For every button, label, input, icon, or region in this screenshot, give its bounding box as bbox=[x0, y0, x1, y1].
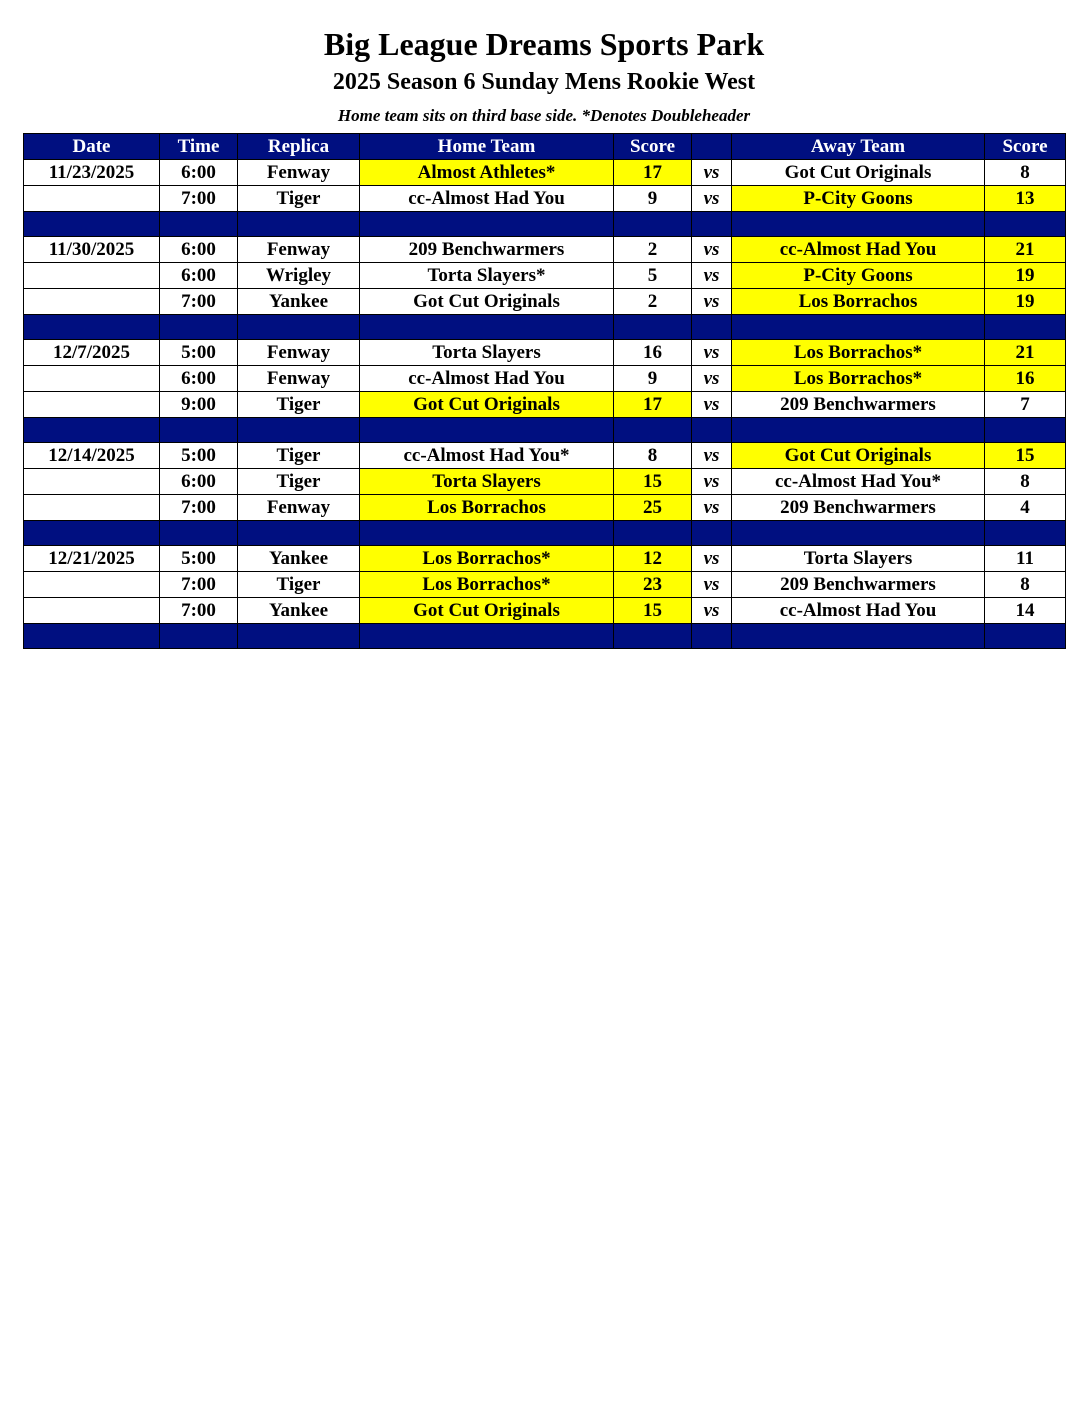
replica-cell: Wrigley bbox=[238, 263, 360, 289]
replica-cell: Fenway bbox=[238, 366, 360, 392]
game-row bbox=[24, 572, 1066, 598]
vs-cell: vs bbox=[692, 237, 732, 263]
date-cell bbox=[24, 392, 160, 418]
separator-cell bbox=[160, 521, 238, 546]
separator-cell bbox=[614, 521, 692, 546]
away-score-cell: 4 bbox=[985, 495, 1066, 521]
col-header-vs bbox=[692, 134, 732, 160]
home-team-cell: cc-Almost Had You bbox=[360, 366, 614, 392]
time-cell: 5:00 bbox=[160, 546, 238, 572]
away-team-cell: cc-Almost Had You bbox=[732, 598, 985, 624]
schedule-note: Home team sits on third base side. *Denotes Doubleheader bbox=[337, 106, 751, 125]
separator-cell bbox=[160, 418, 238, 443]
game-row bbox=[24, 263, 1066, 289]
away-team-cell: cc-Almost Had You* bbox=[732, 469, 985, 495]
away-score-cell: 8 bbox=[985, 469, 1066, 495]
game-row bbox=[24, 289, 1066, 315]
separator-cell bbox=[238, 315, 360, 340]
time-cell: 7:00 bbox=[160, 186, 238, 212]
home-team-cell: Torta Slayers bbox=[360, 469, 614, 495]
separator-cell bbox=[985, 624, 1066, 649]
away-score-cell: 21 bbox=[985, 237, 1066, 263]
separator-cell bbox=[692, 212, 732, 237]
game-row bbox=[24, 366, 1066, 392]
date-cell: 12/14/2025 bbox=[24, 443, 160, 469]
separator-cell bbox=[160, 315, 238, 340]
home-score-cell: 15 bbox=[614, 598, 692, 624]
away-score-cell: 21 bbox=[985, 340, 1066, 366]
away-score-cell: 8 bbox=[985, 160, 1066, 186]
separator-cell bbox=[692, 521, 732, 546]
header-row bbox=[24, 134, 1066, 160]
separator-cell bbox=[692, 418, 732, 443]
date-cell: 11/30/2025 bbox=[24, 237, 160, 263]
vs-cell: vs bbox=[692, 546, 732, 572]
separator-cell bbox=[360, 624, 614, 649]
home-team-cell: cc-Almost Had You* bbox=[360, 443, 614, 469]
time-cell: 5:00 bbox=[160, 340, 238, 366]
separator-cell bbox=[160, 212, 238, 237]
separator-cell bbox=[360, 521, 614, 546]
replica-cell: Tiger bbox=[238, 186, 360, 212]
time-cell: 7:00 bbox=[160, 495, 238, 521]
separator-cell bbox=[732, 315, 985, 340]
game-row bbox=[24, 546, 1066, 572]
home-score-cell: 8 bbox=[614, 443, 692, 469]
replica-cell: Yankee bbox=[238, 598, 360, 624]
replica-cell: Yankee bbox=[238, 289, 360, 315]
separator-cell bbox=[732, 624, 985, 649]
separator-cell bbox=[692, 624, 732, 649]
home-team-cell: Torta Slayers* bbox=[360, 263, 614, 289]
away-score-cell: 8 bbox=[985, 572, 1066, 598]
separator-row bbox=[24, 418, 1066, 443]
separator-cell bbox=[24, 212, 160, 237]
home-team-cell: Got Cut Originals bbox=[360, 392, 614, 418]
home-score-cell: 2 bbox=[614, 289, 692, 315]
replica-cell: Tiger bbox=[238, 443, 360, 469]
date-cell bbox=[24, 469, 160, 495]
separator-cell bbox=[360, 315, 614, 340]
separator-cell bbox=[692, 315, 732, 340]
away-team-cell: Torta Slayers bbox=[732, 546, 985, 572]
separator-cell bbox=[160, 624, 238, 649]
col-header-time: Time bbox=[160, 134, 238, 160]
game-row bbox=[24, 598, 1066, 624]
separator-cell bbox=[360, 418, 614, 443]
replica-cell: Tiger bbox=[238, 469, 360, 495]
home-score-cell: 2 bbox=[614, 237, 692, 263]
replica-cell: Tiger bbox=[238, 572, 360, 598]
away-score-cell: 16 bbox=[985, 366, 1066, 392]
game-row bbox=[24, 443, 1066, 469]
home-team-cell: Torta Slayers bbox=[360, 340, 614, 366]
vs-cell: vs bbox=[692, 263, 732, 289]
separator-row bbox=[24, 521, 1066, 546]
col-header-home-team: Home Team bbox=[360, 134, 614, 160]
date-cell bbox=[24, 572, 160, 598]
separator-cell bbox=[24, 624, 160, 649]
replica-cell: Fenway bbox=[238, 160, 360, 186]
time-cell: 7:00 bbox=[160, 598, 238, 624]
vs-cell: vs bbox=[692, 340, 732, 366]
col-header-away-team: Away Team bbox=[732, 134, 985, 160]
away-team-cell: 209 Benchwarmers bbox=[732, 572, 985, 598]
date-cell bbox=[24, 366, 160, 392]
separator-cell bbox=[360, 212, 614, 237]
separator-cell bbox=[732, 521, 985, 546]
away-score-cell: 19 bbox=[985, 289, 1066, 315]
separator-cell bbox=[238, 418, 360, 443]
date-cell bbox=[24, 186, 160, 212]
date-cell bbox=[24, 598, 160, 624]
vs-cell: vs bbox=[692, 289, 732, 315]
separator-row bbox=[24, 212, 1066, 237]
home-score-cell: 25 bbox=[614, 495, 692, 521]
replica-cell: Yankee bbox=[238, 546, 360, 572]
home-score-cell: 17 bbox=[614, 160, 692, 186]
separator-row bbox=[24, 315, 1066, 340]
game-row bbox=[24, 469, 1066, 495]
vs-cell: vs bbox=[692, 495, 732, 521]
separator-cell bbox=[985, 418, 1066, 443]
away-team-cell: P-City Goons bbox=[732, 186, 985, 212]
col-header-home-score: Score bbox=[614, 134, 692, 160]
away-team-cell: Got Cut Originals bbox=[732, 443, 985, 469]
home-team-cell: 209 Benchwarmers bbox=[360, 237, 614, 263]
away-team-cell: cc-Almost Had You bbox=[732, 237, 985, 263]
date-cell bbox=[24, 263, 160, 289]
col-header-date: Date bbox=[24, 134, 160, 160]
away-score-cell: 7 bbox=[985, 392, 1066, 418]
separator-cell bbox=[614, 315, 692, 340]
away-score-cell: 15 bbox=[985, 443, 1066, 469]
col-header-away-score: Score bbox=[985, 134, 1066, 160]
away-team-cell: Los Borrachos bbox=[732, 289, 985, 315]
separator-cell bbox=[732, 212, 985, 237]
date-cell: 12/21/2025 bbox=[24, 546, 160, 572]
col-header-replica: Replica bbox=[238, 134, 360, 160]
time-cell: 6:00 bbox=[160, 237, 238, 263]
game-row bbox=[24, 340, 1066, 366]
page-title: Big League Dreams Sports Park bbox=[323, 26, 765, 62]
time-cell: 6:00 bbox=[160, 366, 238, 392]
home-team-cell: Got Cut Originals bbox=[360, 598, 614, 624]
replica-cell: Tiger bbox=[238, 392, 360, 418]
separator-cell bbox=[614, 624, 692, 649]
game-row bbox=[24, 160, 1066, 186]
separator-cell bbox=[238, 212, 360, 237]
home-team-cell: Got Cut Originals bbox=[360, 289, 614, 315]
time-cell: 5:00 bbox=[160, 443, 238, 469]
away-score-cell: 14 bbox=[985, 598, 1066, 624]
home-score-cell: 15 bbox=[614, 469, 692, 495]
replica-cell: Fenway bbox=[238, 495, 360, 521]
vs-cell: vs bbox=[692, 366, 732, 392]
vs-cell: vs bbox=[692, 572, 732, 598]
vs-cell: vs bbox=[692, 186, 732, 212]
away-score-cell: 11 bbox=[985, 546, 1066, 572]
separator-cell bbox=[24, 315, 160, 340]
page-subtitle: 2025 Season 6 Sunday Mens Rookie West bbox=[332, 69, 756, 95]
time-cell: 6:00 bbox=[160, 160, 238, 186]
separator-cell bbox=[985, 212, 1066, 237]
home-score-cell: 17 bbox=[614, 392, 692, 418]
separator-cell bbox=[985, 315, 1066, 340]
date-cell bbox=[24, 289, 160, 315]
separator-cell bbox=[238, 624, 360, 649]
separator-cell bbox=[24, 418, 160, 443]
date-cell: 11/23/2025 bbox=[24, 160, 160, 186]
separator-cell bbox=[238, 521, 360, 546]
time-cell: 7:00 bbox=[160, 572, 238, 598]
schedule-body bbox=[24, 160, 1066, 649]
separator-cell bbox=[732, 418, 985, 443]
schedule-table bbox=[23, 133, 1066, 649]
away-team-cell: Los Borrachos* bbox=[732, 366, 985, 392]
home-team-cell: Los Borrachos bbox=[360, 495, 614, 521]
game-row bbox=[24, 186, 1066, 212]
separator-cell bbox=[614, 212, 692, 237]
home-team-cell: Almost Athletes* bbox=[360, 160, 614, 186]
vs-cell: vs bbox=[692, 598, 732, 624]
separator-cell bbox=[985, 521, 1066, 546]
home-score-cell: 9 bbox=[614, 366, 692, 392]
home-team-cell: cc-Almost Had You bbox=[360, 186, 614, 212]
date-cell bbox=[24, 495, 160, 521]
separator-row bbox=[24, 624, 1066, 649]
game-row bbox=[24, 237, 1066, 263]
game-row bbox=[24, 495, 1066, 521]
separator-cell bbox=[24, 521, 160, 546]
home-score-cell: 12 bbox=[614, 546, 692, 572]
vs-cell: vs bbox=[692, 392, 732, 418]
date-cell: 12/7/2025 bbox=[24, 340, 160, 366]
away-team-cell: 209 Benchwarmers bbox=[732, 392, 985, 418]
home-score-cell: 16 bbox=[614, 340, 692, 366]
time-cell: 7:00 bbox=[160, 289, 238, 315]
game-row bbox=[24, 392, 1066, 418]
away-team-cell: 209 Benchwarmers bbox=[732, 495, 985, 521]
time-cell: 9:00 bbox=[160, 392, 238, 418]
time-cell: 6:00 bbox=[160, 469, 238, 495]
away-score-cell: 13 bbox=[985, 186, 1066, 212]
away-score-cell: 19 bbox=[985, 263, 1066, 289]
away-team-cell: Los Borrachos* bbox=[732, 340, 985, 366]
replica-cell: Fenway bbox=[238, 340, 360, 366]
home-score-cell: 5 bbox=[614, 263, 692, 289]
separator-cell bbox=[614, 418, 692, 443]
replica-cell: Fenway bbox=[238, 237, 360, 263]
vs-cell: vs bbox=[692, 443, 732, 469]
away-team-cell: Got Cut Originals bbox=[732, 160, 985, 186]
home-team-cell: Los Borrachos* bbox=[360, 546, 614, 572]
home-team-cell: Los Borrachos* bbox=[360, 572, 614, 598]
home-score-cell: 9 bbox=[614, 186, 692, 212]
vs-cell: vs bbox=[692, 160, 732, 186]
time-cell: 6:00 bbox=[160, 263, 238, 289]
away-team-cell: P-City Goons bbox=[732, 263, 985, 289]
vs-cell: vs bbox=[692, 469, 732, 495]
home-score-cell: 23 bbox=[614, 572, 692, 598]
